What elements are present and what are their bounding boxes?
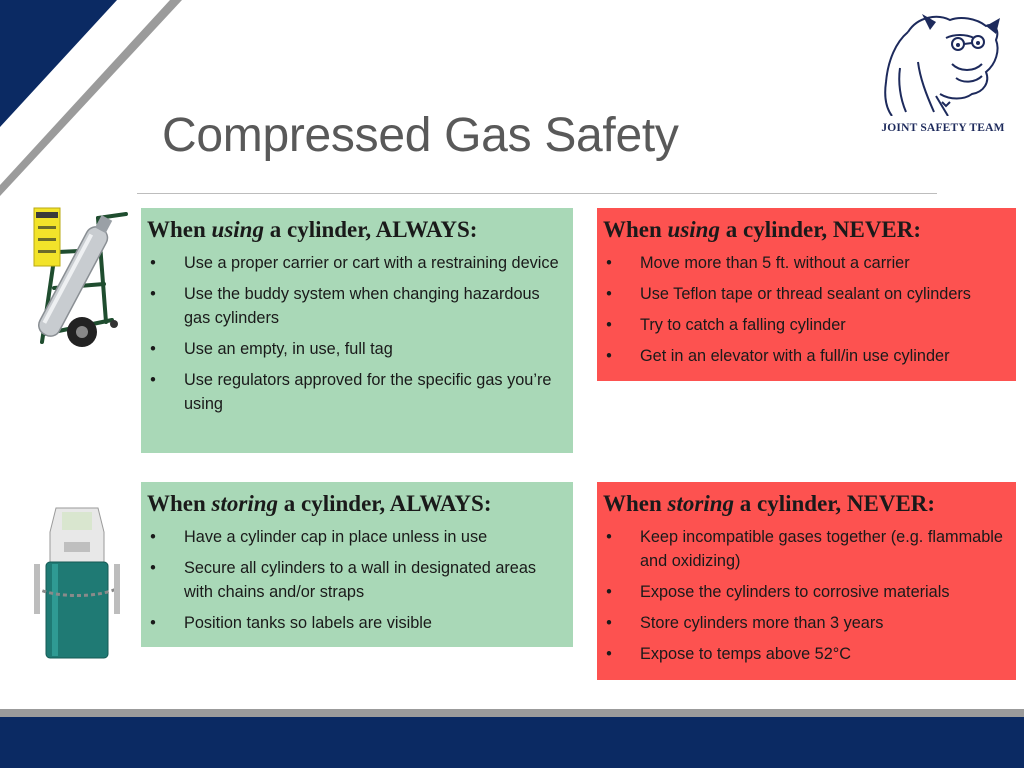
list-item-text: Use regulators approved for the specific gas you’re using [184,371,552,413]
heading-suffix: a cylinder, NEVER: [719,217,922,242]
using-never-heading [603,215,1004,245]
list-item [147,251,561,275]
list-item-text: Use an empty, in use, full tag [184,340,393,358]
bullet-icon: • [150,254,156,272]
using-always-list [147,251,561,416]
storing-never-heading [603,489,1004,519]
storing-always-list [147,525,561,635]
list-item-text: Use the buddy system when changing hazardous gas cylinders [184,285,540,327]
list-item [147,611,561,635]
list-item-text: Secure all cylinders to a wall in designated areas with chains and/or straps [184,559,537,601]
heading-emphasis: storing [667,491,735,516]
list-item-text: Position tanks so labels are visible [184,614,432,632]
bulldog-mascot-icon [878,12,1008,116]
title-divider [137,193,937,194]
footer-navy-band [0,717,1024,768]
list-item [603,642,1004,666]
heading-emphasis: storing [211,491,279,516]
bullet-icon: • [606,614,612,632]
storage-cylinder-image [34,502,120,662]
using-never-list [603,251,1004,368]
list-item-text: Use Teflon tape or thread sealant on cylinders [640,285,971,303]
heading-suffix: a cylinder, NEVER: [734,491,936,516]
storing-always-box [141,482,573,647]
list-item [147,525,561,549]
list-item [147,556,561,604]
storing-never-box [597,482,1016,680]
list-item-text: Move more than 5 ft. without a carrier [640,254,910,272]
list-item [603,282,1004,306]
list-item-text: Expose the cylinders to corrosive materials [640,583,950,601]
list-item-text: Keep incompatible gases together (e.g. flammable and oxidizing) [640,528,1003,570]
list-item-text: Get in an elevator with a full/in use cylinder [640,347,950,365]
list-item [603,525,1004,573]
storing-always-heading [147,489,561,519]
list-item [147,368,561,416]
bullet-icon: • [606,528,612,546]
bullet-icon: • [606,316,612,334]
cylinder-cart-image [14,192,132,352]
bullet-icon: • [150,371,156,389]
list-item [147,282,561,330]
list-item [147,337,561,361]
list-item [603,580,1004,604]
list-item-text: Store cylinders more than 3 years [640,614,884,632]
list-item-text: Expose to temps above 52°C [640,645,852,663]
using-always-box [141,208,573,453]
list-item-text: Use a proper carrier or cart with a restraining device [184,254,559,272]
heading-emphasis: using [667,217,720,242]
corner-decoration [0,0,200,210]
heading-prefix: When [603,491,668,516]
page-title: Compressed Gas Safety [162,109,679,162]
list-item [603,344,1004,368]
joint-safety-team-logo [878,12,1008,134]
heading-emphasis: using [211,217,264,242]
bullet-icon: • [150,528,156,546]
bullet-icon: • [150,340,156,358]
list-item [603,251,1004,275]
using-always-heading [147,215,561,245]
logo-text: JOINT SAFETY TEAM [881,122,1005,134]
heading-suffix: a cylinder, ALWAYS: [263,217,478,242]
list-item-text: Have a cylinder cap in place unless in use [184,528,488,546]
list-item [603,611,1004,635]
bullet-icon: • [150,614,156,632]
heading-prefix: When [147,217,212,242]
bullet-icon: • [606,583,612,601]
heading-prefix: When [603,217,668,242]
bullet-icon: • [606,645,612,663]
bullet-icon: • [150,559,156,577]
bullet-icon: • [606,285,612,303]
footer-gray-band [0,709,1024,717]
bullet-icon: • [606,254,612,272]
heading-prefix: When [147,491,212,516]
using-never-box [597,208,1016,381]
list-item-text: Try to catch a falling cylinder [640,316,846,334]
bullet-icon: • [606,347,612,365]
bullet-icon: • [150,285,156,303]
storing-never-list [603,525,1004,666]
heading-suffix: a cylinder, ALWAYS: [278,491,492,516]
list-item [603,313,1004,337]
